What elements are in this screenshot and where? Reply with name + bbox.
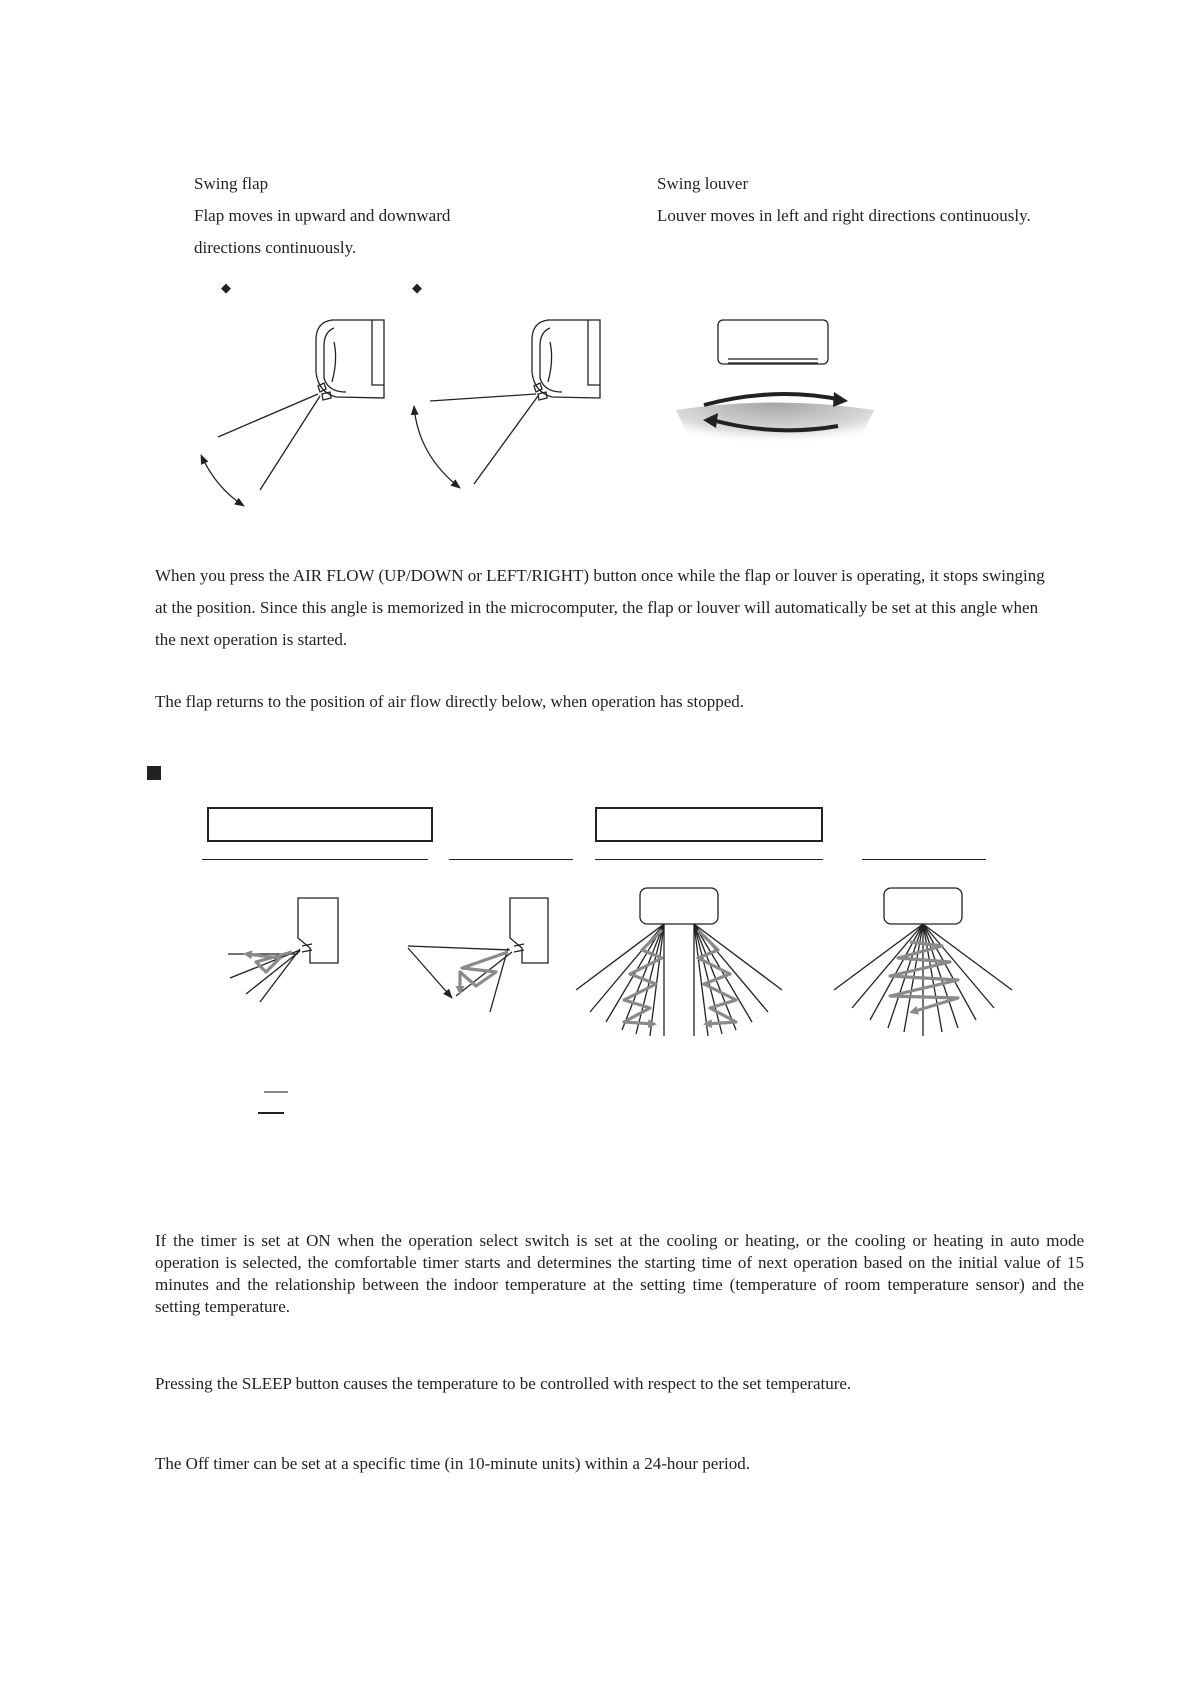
off-timer-paragraph: The Off timer can be set at a specific time (in 10-minute units) within a 24-hour period. xyxy=(155,1454,750,1473)
swing-louver-desc: Louver moves in left and right directions continuously. xyxy=(657,206,1031,225)
air-flow-line-2: at the position. Since this angle is memorized in the microcomputer, the flap or louver will automatically be set at this angle when xyxy=(155,598,1039,617)
air-flow-line-3: the next operation is started. xyxy=(155,630,348,649)
air-flow-line-1: When you press the AIR FLOW (UP/DOWN or LEFT/RIGHT) button once while the flap or louver is operating, it stops swinging xyxy=(155,566,1045,585)
diamond-bullet-icon: ◆ xyxy=(221,280,231,295)
swing-flap-title: Swing flap xyxy=(194,174,269,193)
sleep-paragraph: Pressing the SLEEP button causes the temperature to be controlled with respect to the set temperature. xyxy=(155,1374,852,1393)
side-view-diagram-2 xyxy=(408,898,548,1012)
flap-return-paragraph: The flap returns to the position of air flow directly below, when operation has stopped. xyxy=(155,692,745,711)
swing-louver-title: Swing louver xyxy=(657,174,749,193)
side-view-diagram-1 xyxy=(228,898,338,1002)
diamond-bullet-icon: ◆ xyxy=(412,280,422,295)
front-view-diagram-split xyxy=(576,888,782,1036)
swing-flap-desc-2: directions continuously. xyxy=(194,238,357,257)
swing-flap-desc-1: Flap moves in upward and downward xyxy=(194,206,451,225)
front-view-diagram-center xyxy=(834,888,1012,1036)
timer-paragraph: If the timer is set at ON when the operation select switch is set at the cooling or heating, or the cooling or heating in auto mode operation is selected, the comfortable timer starts and determines the starting time of next operation based on the initial value of 15 minutes and the relationship between the indoor temperature at the setting time (temperature of room temperature sensor) and the setting temperature. xyxy=(155,1231,1084,1316)
